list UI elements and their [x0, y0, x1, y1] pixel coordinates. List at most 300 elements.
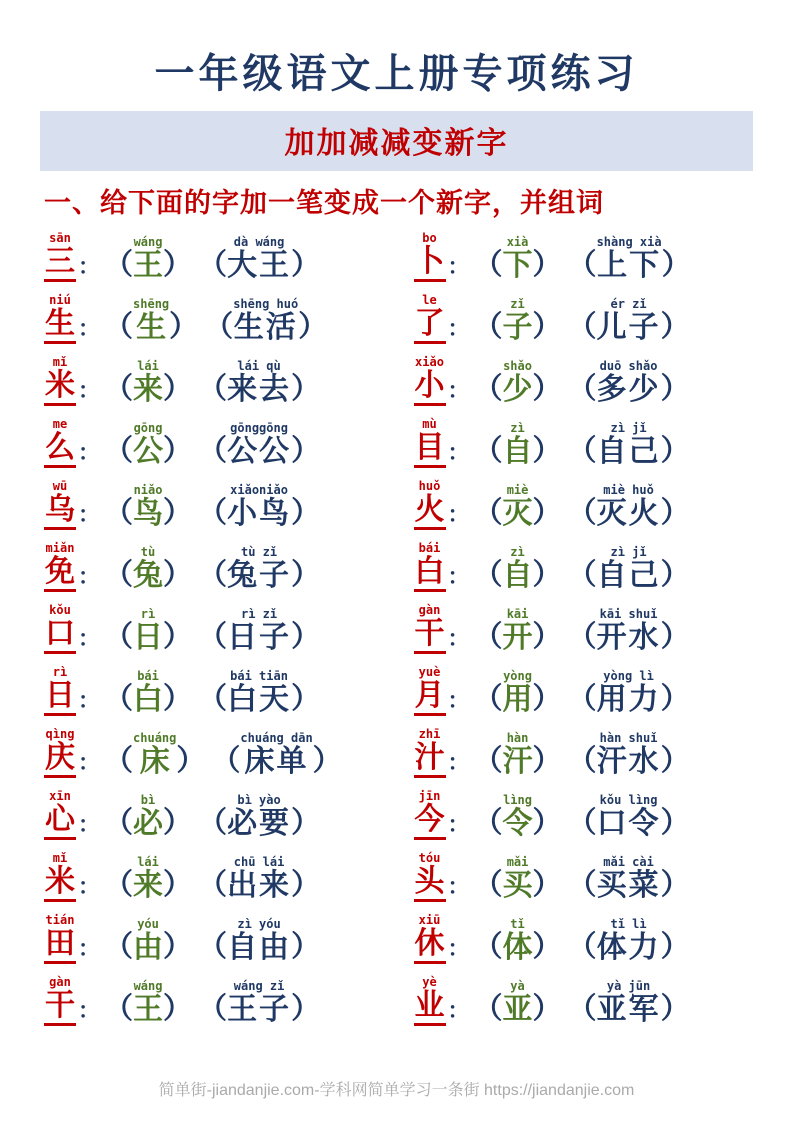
close-paren: ）	[532, 249, 562, 282]
answer-group	[104, 546, 192, 592]
answer-char: 白	[133, 682, 164, 716]
exercise-item	[44, 294, 404, 344]
close-paren: ）	[532, 745, 562, 778]
base-char: 今	[414, 804, 446, 840]
answer-char: 王	[133, 248, 164, 282]
exercise-item	[414, 852, 774, 902]
word-stack	[597, 236, 662, 282]
base-char: 休	[414, 928, 446, 964]
word-stack	[227, 422, 291, 468]
word-text: 生活	[233, 310, 298, 344]
base-char: 庆	[44, 742, 76, 778]
answer-char: 来	[133, 868, 164, 902]
word-text: 日子	[227, 620, 292, 654]
word-group	[568, 670, 690, 716]
word-pinyin: zì jǐ	[610, 420, 647, 435]
word-group	[568, 980, 690, 1026]
close-paren: ）	[312, 745, 342, 778]
exercise-item	[44, 480, 404, 530]
base-char: 米	[44, 370, 76, 406]
close-paren: ）	[163, 621, 193, 654]
answer-pinyin: tǐ	[510, 916, 525, 931]
base-pinyin: huǒ	[418, 478, 441, 493]
answer-char-stack	[503, 856, 533, 902]
base-pinyin: le	[422, 292, 437, 307]
answer-char: 兔	[133, 558, 164, 592]
word-text: 自由	[227, 930, 292, 964]
word-stack	[597, 732, 661, 778]
answer-char-stack	[503, 360, 533, 406]
answer-char-stack	[133, 422, 163, 468]
word-text: 亚军	[596, 992, 661, 1026]
word-text: 床单	[244, 744, 309, 778]
open-paren: （	[198, 621, 228, 654]
answer-pinyin: lìng	[503, 792, 532, 807]
answer-char: 日	[133, 620, 164, 654]
close-paren: ）	[163, 249, 193, 282]
open-paren: （	[104, 497, 134, 530]
close-paren: ）	[532, 931, 562, 964]
base-char: 生	[44, 308, 76, 344]
answer-char: 用	[502, 682, 533, 716]
answer-char: 下	[502, 248, 533, 282]
open-paren: （	[198, 807, 228, 840]
word-group	[198, 980, 320, 1026]
close-paren: ）	[660, 435, 690, 468]
base-char-stack	[44, 852, 76, 902]
open-paren: （	[198, 249, 228, 282]
base-char-stack	[44, 666, 76, 716]
close-paren: ）	[163, 869, 193, 902]
answer-pinyin: xià	[506, 234, 529, 249]
colon: ：	[447, 254, 470, 279]
open-paren: （	[473, 683, 503, 716]
colon: ：	[78, 750, 101, 775]
answer-char-stack	[503, 608, 533, 654]
close-paren: ）	[532, 807, 562, 840]
answer-group	[104, 918, 192, 964]
base-pinyin: xiū	[418, 912, 441, 927]
answer-group	[104, 422, 192, 468]
close-paren: ）	[291, 373, 321, 406]
word-group	[198, 856, 320, 902]
word-text: 汗水	[596, 744, 661, 778]
base-pinyin: mǐ	[52, 354, 68, 369]
open-paren: （	[198, 993, 228, 1026]
base-pinyin: wū	[52, 478, 68, 493]
close-paren: ）	[532, 621, 562, 654]
base-pinyin: gàn	[418, 602, 441, 617]
answer-group	[474, 360, 562, 406]
footer-watermark: 简单街-jiandanjie.com-学科网简单学习一条街 https://jiandanjie.com	[158, 1082, 635, 1099]
open-paren: （	[567, 931, 597, 964]
answer-group	[104, 360, 192, 406]
answer-group	[104, 856, 192, 902]
close-paren: ）	[291, 497, 321, 530]
answer-group	[474, 422, 562, 468]
base-char-stack	[414, 232, 446, 282]
answer-char-stack	[133, 546, 163, 592]
base-char: 头	[414, 866, 446, 902]
open-paren: （	[473, 311, 503, 344]
word-group	[198, 422, 320, 468]
word-text: 自己	[596, 434, 661, 468]
word-stack	[227, 980, 291, 1026]
open-paren: （	[198, 435, 228, 468]
word-group	[198, 484, 320, 530]
colon: ：	[447, 688, 470, 713]
base-char-stack	[44, 542, 76, 592]
answer-group	[104, 484, 192, 530]
answer-pinyin: kāi	[506, 606, 529, 621]
base-char-stack	[414, 914, 446, 964]
open-paren: （	[104, 807, 134, 840]
close-paren: ）	[532, 435, 562, 468]
base-char-stack	[414, 356, 446, 406]
open-paren: （	[198, 931, 228, 964]
colon: ：	[447, 564, 470, 589]
open-paren: （	[104, 435, 134, 468]
answer-char: 买	[502, 868, 533, 902]
base-char: 白	[414, 556, 446, 592]
close-paren: ）	[163, 559, 193, 592]
open-paren: （	[473, 559, 503, 592]
word-stack	[597, 794, 661, 840]
base-pinyin: sān	[49, 230, 71, 245]
base-pinyin: mù	[422, 416, 437, 431]
word-pinyin: tù zǐ	[241, 544, 278, 559]
word-text: 大王	[227, 248, 292, 282]
base-char: 月	[414, 680, 446, 716]
word-stack	[597, 856, 661, 902]
answer-pinyin: wáng	[133, 978, 163, 993]
close-paren: ）	[660, 621, 690, 654]
colon: ：	[447, 626, 470, 651]
colon: ：	[447, 936, 470, 961]
answer-char-stack	[503, 918, 533, 964]
exercise-grid	[0, 224, 793, 1038]
base-pinyin: bái	[418, 540, 441, 555]
close-paren: ）	[532, 683, 562, 716]
answer-pinyin: zì	[510, 420, 525, 435]
answer-group	[104, 794, 192, 840]
close-paren: ）	[163, 931, 193, 964]
answer-group	[104, 732, 205, 778]
close-paren: ）	[532, 869, 562, 902]
answer-group	[474, 298, 562, 344]
base-pinyin: zhī	[418, 726, 441, 741]
word-text: 小鸟	[227, 496, 292, 530]
close-paren: ）	[163, 497, 193, 530]
exercise-item	[44, 914, 404, 964]
word-group	[568, 608, 690, 654]
word-group	[568, 298, 690, 344]
answer-char: 开	[502, 620, 533, 654]
word-pinyin: lái qù	[237, 358, 281, 373]
word-group	[198, 608, 320, 654]
base-pinyin: tián	[45, 912, 75, 927]
word-pinyin: shēng huó	[233, 296, 299, 311]
open-paren: （	[104, 683, 134, 716]
word-text: 出来	[227, 868, 292, 902]
exercise-item	[414, 666, 774, 716]
colon: ：	[78, 564, 101, 589]
open-paren: （	[567, 683, 597, 716]
answer-char-stack	[503, 298, 533, 344]
word-pinyin: dà wáng	[233, 234, 285, 249]
word-group	[568, 856, 690, 902]
base-char: 干	[44, 990, 76, 1026]
colon: ：	[78, 254, 101, 279]
open-paren: （	[567, 745, 597, 778]
word-group	[198, 918, 320, 964]
answer-pinyin: shēng	[133, 296, 170, 311]
close-paren: ）	[532, 311, 562, 344]
answer-char: 少	[502, 372, 533, 406]
answer-pinyin: bì	[140, 792, 156, 807]
open-paren: （	[473, 435, 503, 468]
answer-char: 亚	[502, 992, 533, 1026]
answer-pinyin: lái	[137, 854, 159, 869]
word-text: 上下	[597, 248, 662, 282]
open-paren: （	[104, 869, 134, 902]
word-text: 自己	[596, 558, 661, 592]
word-pinyin: zì jǐ	[610, 544, 647, 559]
close-paren: ）	[291, 249, 321, 282]
word-text: 买菜	[596, 868, 661, 902]
word-text: 开水	[596, 620, 661, 654]
word-text: 白天	[227, 682, 292, 716]
close-paren: ）	[291, 435, 321, 468]
word-stack	[597, 484, 661, 530]
word-group	[568, 794, 690, 840]
colon: ：	[78, 502, 101, 527]
close-paren: ）	[163, 435, 193, 468]
answer-pinyin: lái	[137, 358, 159, 373]
exercise-item	[414, 294, 774, 344]
close-paren: ）	[291, 931, 321, 964]
open-paren: （	[104, 559, 134, 592]
colon: ：	[447, 440, 470, 465]
open-paren: （	[567, 435, 597, 468]
word-group	[211, 732, 341, 778]
base-char-stack	[44, 232, 76, 282]
colon: ：	[78, 874, 101, 899]
exercise-item	[414, 356, 774, 406]
answer-group	[474, 794, 562, 840]
colon: ：	[447, 998, 470, 1023]
answer-group	[104, 608, 192, 654]
answer-pinyin: shǎo	[503, 358, 532, 373]
answer-pinyin: rì	[140, 606, 156, 621]
base-char: 么	[44, 432, 76, 468]
word-pinyin: bì yào	[237, 792, 281, 807]
word-pinyin: ér zǐ	[610, 296, 647, 311]
answer-char-stack	[503, 794, 533, 840]
base-pinyin: yè	[422, 974, 437, 989]
answer-pinyin: tù	[140, 544, 156, 559]
base-pinyin: bo	[422, 230, 437, 245]
exercise-item	[414, 914, 774, 964]
exercise-item	[414, 790, 774, 840]
close-paren: ）	[291, 683, 321, 716]
answer-pinyin: gōng	[133, 420, 163, 435]
base-char: 小	[414, 370, 446, 406]
word-stack	[597, 298, 661, 344]
answer-char-stack	[503, 422, 533, 468]
close-paren: ）	[291, 807, 321, 840]
word-pinyin: gōnggōng	[230, 420, 288, 435]
base-char-stack	[44, 728, 76, 778]
base-char: 目	[414, 432, 446, 468]
answer-pinyin: hàn	[506, 730, 529, 745]
close-paren: ）	[163, 993, 193, 1026]
answer-group	[474, 608, 562, 654]
base-char-stack	[414, 976, 446, 1026]
answer-char-stack	[503, 980, 533, 1026]
base-char: 三	[44, 246, 76, 282]
answer-pinyin: miè	[506, 482, 529, 497]
base-char-stack	[44, 418, 76, 468]
open-paren: （	[104, 931, 134, 964]
exercise-item	[414, 728, 774, 778]
word-stack	[227, 360, 291, 406]
answer-pinyin: yòng	[503, 668, 532, 683]
word-text: 兔子	[227, 558, 292, 592]
word-stack	[227, 608, 291, 654]
answer-char: 体	[502, 930, 533, 964]
open-paren: （	[473, 745, 503, 778]
answer-char-stack	[133, 484, 163, 530]
answer-pinyin: zǐ	[510, 296, 525, 311]
base-char: 免	[44, 556, 76, 592]
answer-char-stack	[503, 670, 533, 716]
answer-char-stack	[133, 360, 163, 406]
answer-char-stack	[133, 608, 163, 654]
word-stack	[597, 546, 661, 592]
open-paren: （	[567, 311, 597, 344]
answer-char: 王	[133, 992, 164, 1026]
colon: ：	[447, 874, 470, 899]
answer-group	[474, 670, 562, 716]
word-pinyin: duō shǎo	[599, 358, 658, 373]
exercise-item	[414, 976, 774, 1026]
word-stack	[227, 670, 291, 716]
word-stack	[227, 918, 291, 964]
word-stack	[597, 670, 661, 716]
answer-group	[104, 236, 192, 282]
close-paren: ）	[660, 745, 690, 778]
close-paren: ）	[532, 559, 562, 592]
base-char: 乌	[44, 494, 76, 530]
answer-char: 由	[133, 930, 164, 964]
exercise-item	[44, 852, 404, 902]
base-char-stack	[414, 418, 446, 468]
base-char-stack	[44, 480, 76, 530]
exercise-item	[44, 604, 404, 654]
exercise-item	[44, 728, 404, 778]
close-paren: ）	[660, 683, 690, 716]
open-paren: （	[473, 993, 503, 1026]
answer-char: 公	[133, 434, 164, 468]
answer-group	[474, 980, 562, 1026]
colon: ：	[78, 378, 101, 403]
word-group	[198, 670, 320, 716]
open-paren: （	[104, 745, 134, 778]
close-paren: ）	[660, 807, 690, 840]
answer-char: 子	[502, 310, 533, 344]
word-group	[568, 422, 690, 468]
close-paren: ）	[298, 311, 328, 344]
open-paren: （	[104, 311, 134, 344]
close-paren: ）	[660, 373, 690, 406]
open-paren: （	[473, 497, 503, 530]
word-pinyin: miè huǒ	[603, 482, 654, 497]
answer-char: 鸟	[133, 496, 164, 530]
base-char-stack	[414, 542, 446, 592]
base-char: 业	[414, 990, 446, 1026]
word-pinyin: rì zǐ	[241, 606, 278, 621]
answer-pinyin: zì	[510, 544, 525, 559]
open-paren: （	[473, 249, 503, 282]
close-paren: ）	[660, 559, 690, 592]
word-text: 必要	[227, 806, 292, 840]
word-pinyin: yòng lì	[603, 668, 654, 683]
answer-char: 灭	[502, 496, 533, 530]
base-char: 了	[414, 308, 446, 344]
word-text: 公公	[227, 434, 292, 468]
base-char-stack	[414, 294, 446, 344]
colon: ：	[447, 316, 470, 341]
page-title: 一年级语文上册专项练习	[154, 52, 639, 96]
word-stack	[227, 856, 291, 902]
close-paren: ）	[291, 869, 321, 902]
word-text: 来去	[227, 372, 292, 406]
word-stack	[227, 484, 291, 530]
open-paren: （	[198, 497, 228, 530]
open-paren: （	[198, 869, 228, 902]
word-pinyin: xiǎoniǎo	[230, 482, 288, 497]
base-char-stack	[414, 852, 446, 902]
word-pinyin: chuáng dān	[240, 730, 313, 745]
answer-char-stack	[133, 794, 163, 840]
exercise-item	[414, 604, 774, 654]
open-paren: （	[473, 621, 503, 654]
exercise-item	[414, 542, 774, 592]
open-paren: （	[473, 807, 503, 840]
open-paren: （	[567, 993, 597, 1026]
open-paren: （	[567, 869, 597, 902]
close-paren: ）	[176, 745, 206, 778]
answer-group	[474, 484, 562, 530]
close-paren: ）	[163, 373, 193, 406]
section-heading: 一、给下面的字加一笔变成一个新字，并组词	[44, 188, 604, 218]
base-char-stack	[414, 666, 446, 716]
topic-banner-text: 加加减减变新字	[284, 127, 509, 160]
answer-group	[104, 670, 192, 716]
exercise-item	[414, 418, 774, 468]
word-stack	[597, 608, 661, 654]
word-pinyin: mǎi cài	[603, 854, 654, 869]
answer-char: 必	[133, 806, 164, 840]
open-paren: （	[198, 683, 228, 716]
open-paren: （	[567, 621, 597, 654]
answer-char-stack	[503, 236, 533, 282]
colon: ：	[78, 626, 101, 651]
word-stack	[597, 918, 661, 964]
base-char: 汁	[414, 742, 446, 778]
word-pinyin: bái tiān	[230, 668, 288, 683]
